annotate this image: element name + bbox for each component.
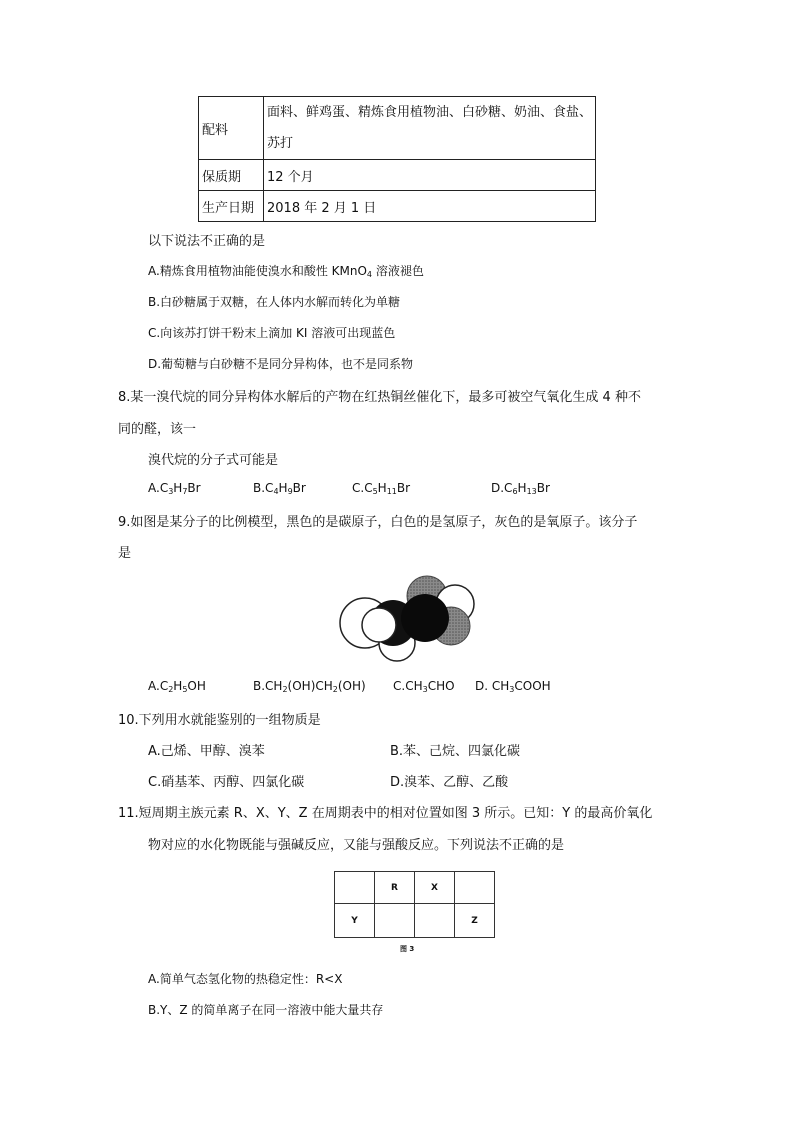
periodic-position-grid [334, 871, 495, 938]
q8-option-d [491, 481, 550, 495]
formula-sub: 5 [182, 685, 188, 694]
formula-part: H [173, 679, 183, 693]
q10-option-b: B.苯、己烷、四氯化碳 [390, 744, 521, 759]
q8-option-c [352, 481, 410, 495]
grid-cell-y: Y [335, 904, 375, 938]
carbon-atom [401, 594, 449, 642]
table-value: 面料、鲜鸡蛋、精炼食用植物油、白砂糖、奶油、食盐、苏打 [264, 97, 596, 160]
product-info-table [198, 96, 596, 222]
formula-part: D.C [491, 481, 513, 495]
q9-option-d [475, 679, 551, 693]
grid-cell [455, 872, 495, 904]
formula-sub: 3 [168, 487, 174, 496]
q8-option-b [253, 481, 306, 495]
q10-option-d: D.溴苯、乙醇、乙酸 [390, 775, 509, 790]
q8-stem-line3: 溴代烷的分子式可能是 [148, 453, 279, 468]
table-key: 保质期 [199, 160, 264, 191]
grid-cell-z: Z [455, 904, 495, 938]
formula-part: CHO [427, 679, 455, 693]
figure-caption: 图 3 [400, 945, 415, 953]
q8-option-a [148, 481, 201, 495]
q7-option-a [148, 262, 424, 279]
table-row [199, 97, 596, 160]
q7-option-c: C.向该苏打饼干粉末上滴加 KI 溶液可出现蓝色 [148, 326, 396, 340]
q7-option-d: D.葡萄糖与白砂糖不是同分异构体，也不是同系物 [148, 357, 414, 371]
formula-sub: 4 [273, 487, 279, 496]
table-key: 生产日期 [199, 191, 264, 222]
formula-part: COOH [514, 679, 551, 693]
q8-stem-line2: 同的醛，该一 [118, 422, 197, 437]
table-row [199, 191, 596, 222]
formula-part: Br [396, 481, 411, 495]
grid-cell [335, 872, 375, 904]
grid-cell-x: X [415, 872, 455, 904]
formula-sub: 3 [509, 685, 515, 694]
formula-part: Br [292, 481, 306, 495]
formula-part: C.C [352, 481, 373, 495]
formula-part: A.C [148, 679, 169, 693]
formula-part: A.C [148, 481, 169, 495]
formula-part: H [377, 481, 387, 495]
q7-option-a-tail: 溶液褪色 [372, 264, 424, 278]
formula-sub: 2 [332, 685, 338, 694]
formula-part: B.CH [253, 679, 283, 693]
q7-option-a-sub: 4 [366, 270, 372, 279]
q9-option-b [253, 679, 366, 693]
formula-part: (OH)CH [287, 679, 333, 693]
formula-part: H [173, 481, 183, 495]
q10-stem: 10.下列用水就能鉴别的一组物质是 [118, 713, 321, 728]
formula-part: H [517, 481, 527, 495]
q11-stem-line1: 11.短周期主族元素 R、X、Y、Z 在周期表中的相对位置如图 3 所示。已知：Y 的最高价氧化 [118, 806, 653, 821]
formula-part: OH [187, 679, 206, 693]
q8-stem-line1: 8.某一溴代烷的同分异构体水解后的产物在红热铜丝催化下，最多可被空气氧化生成 4 种不 [118, 390, 641, 405]
formula-sub: 3 [422, 685, 428, 694]
formula-part: C.CH [393, 679, 423, 693]
formula-sub: 11 [386, 487, 397, 496]
q9-option-c [393, 679, 455, 693]
formula-sub: 2 [282, 685, 288, 694]
grid-cell [375, 904, 415, 938]
table-value: 12 个月 [264, 160, 596, 191]
q7-stem: 以下说法不正确的是 [148, 234, 266, 249]
formula-sub: 7 [182, 487, 188, 496]
q9-stem-line1: 9.如图是某分子的比例模型，黑色的是碳原子，白色的是氢原子，灰色的是氧原子。该分子 [118, 515, 638, 530]
formula-sub: 13 [526, 487, 537, 496]
q7-option-a-text: A.精炼食用植物油能使溴水和酸性 KMnO [148, 264, 367, 278]
table-key: 配料 [199, 97, 264, 160]
q7-option-b: B.白砂糖属于双糖，在人体内水解而转化为单糖 [148, 295, 401, 309]
grid-cell [415, 904, 455, 938]
q9-option-a [148, 679, 206, 693]
q9-stem-line2: 是 [118, 546, 132, 561]
formula-part: D. CH [475, 679, 510, 693]
formula-sub: 6 [512, 487, 518, 496]
hydrogen-atom [362, 608, 396, 642]
formula-sub: 9 [287, 487, 293, 496]
formula-sub: 2 [168, 685, 174, 694]
table-row [199, 160, 596, 191]
q10-option-a: A.己烯、甲醇、溴苯 [148, 744, 265, 759]
molecule-model-image [335, 568, 485, 668]
formula-part: H [278, 481, 288, 495]
q10-option-c: C.硝基苯、丙醇、四氯化碳 [148, 775, 305, 790]
formula-sub: 5 [372, 487, 378, 496]
formula-part: Br [536, 481, 550, 495]
table-value: 2018 年 2 月 1 日 [264, 191, 596, 222]
formula-part: B.C [253, 481, 274, 495]
formula-part: Br [187, 481, 201, 495]
q11-option-a: A.简单气态氢化物的热稳定性：R<X [148, 972, 343, 986]
q11-stem-line2: 物对应的水化物既能与强碱反应，又能与强酸反应。下列说法不正确的是 [148, 838, 565, 853]
q11-option-b: B.Y、Z 的简单离子在同一溶液中能大量共存 [148, 1003, 384, 1017]
grid-cell-r: R [375, 872, 415, 904]
formula-part: (OH) [337, 679, 366, 693]
